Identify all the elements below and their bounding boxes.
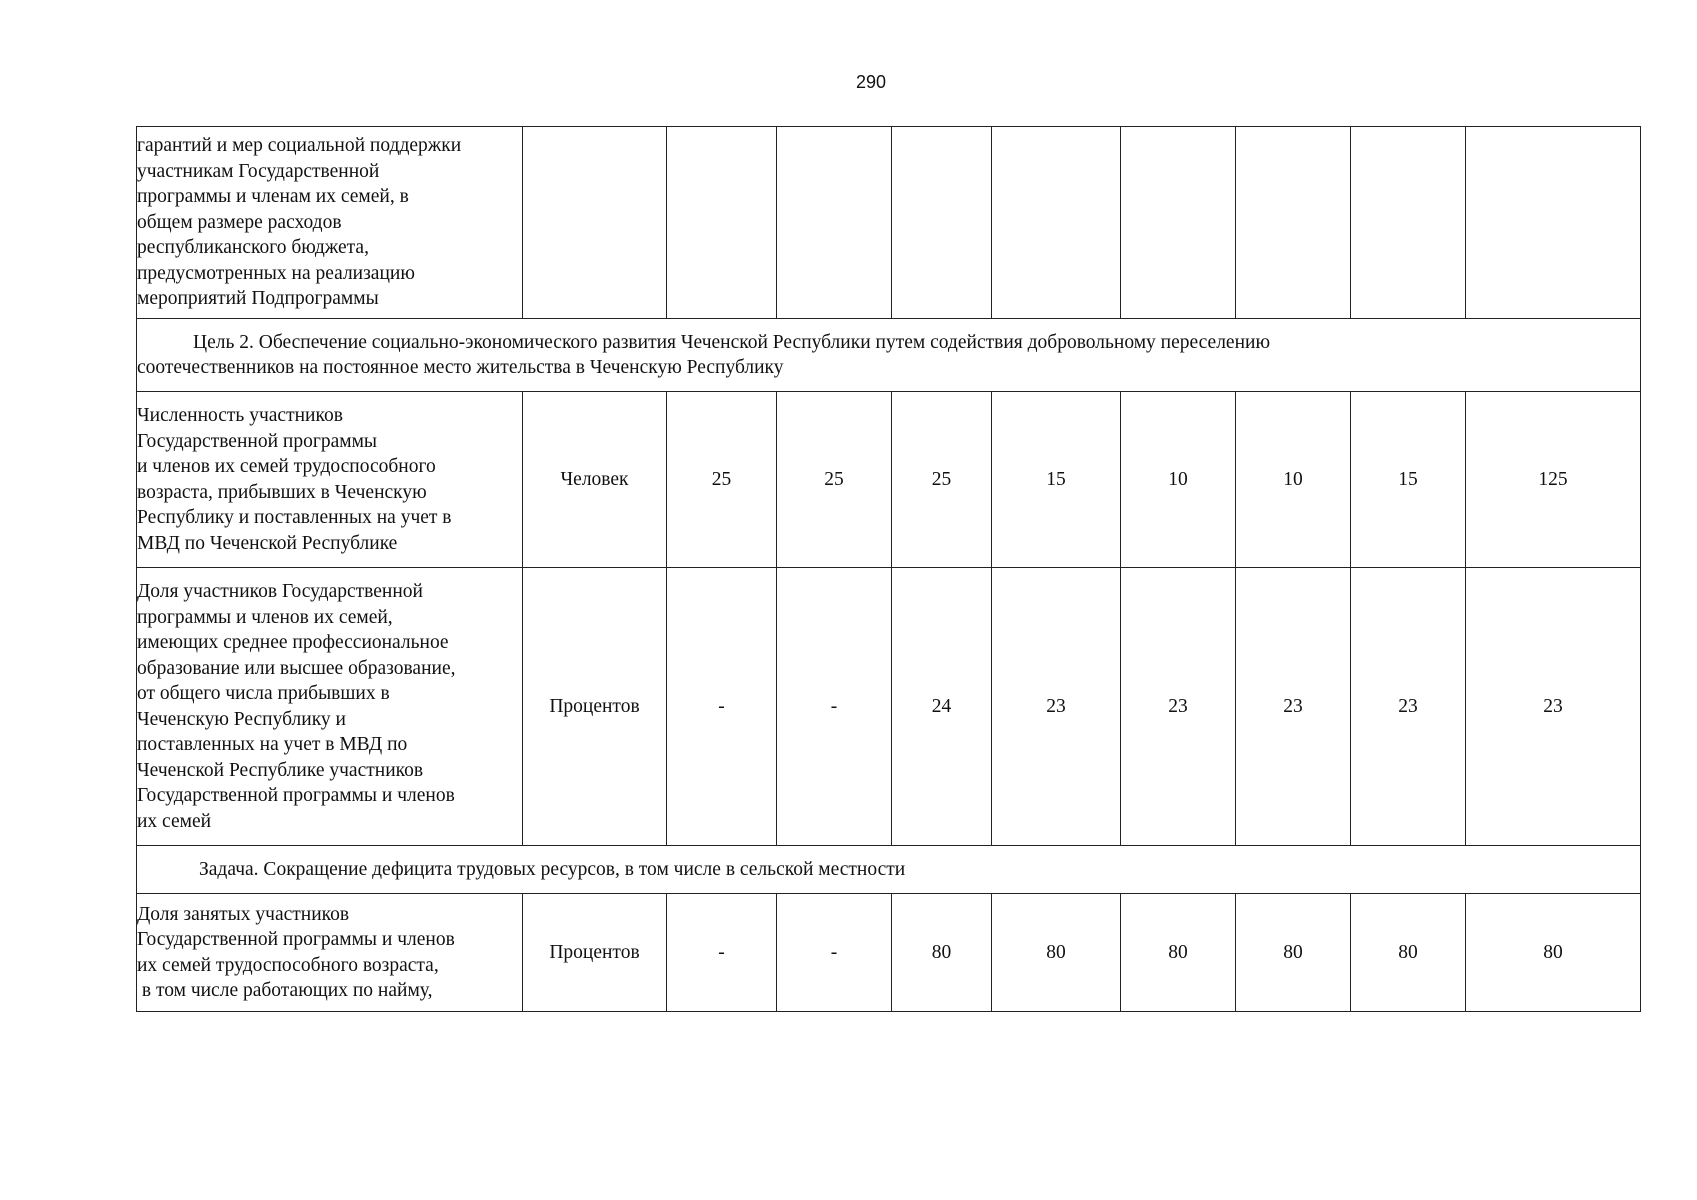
value-cell: 10: [1236, 392, 1351, 568]
table-row: [137, 127, 1641, 319]
unit-cell: Человек: [523, 392, 667, 568]
value-cell: 15: [992, 392, 1121, 568]
value-cell: -: [777, 894, 892, 1012]
page-number: 290: [855, 72, 887, 92]
unit-cell: Процентов: [523, 568, 667, 846]
value-cell: -: [777, 568, 892, 846]
unit-cell: [523, 127, 667, 319]
description-line: Доля участников Государственной: [137, 581, 423, 602]
description-line: гарантий и мер социальной поддержки: [137, 135, 462, 157]
value-cell: 23: [992, 568, 1121, 846]
section-line: Цель 2. Обеспечение социально-экономического развития Чеченской Республики путем содействия добровольному переселению: [193, 331, 1271, 353]
indicator-description: [137, 894, 523, 1012]
value-cell: 23: [1466, 568, 1641, 846]
table-row: [137, 894, 1641, 1012]
value-cell: [1236, 127, 1351, 319]
value-cell: 125: [1466, 392, 1641, 568]
unit-cell: Процентов: [523, 894, 667, 1012]
indicator-description: [137, 127, 523, 319]
description-line: в том числе работающих по найму,: [137, 980, 433, 1001]
value-cell: [892, 127, 992, 319]
description-line: Чеченскую Республику и: [137, 708, 346, 730]
description-line: имеющих среднее профессиональное: [137, 632, 449, 653]
description-line: Государственной программы и членов: [137, 785, 455, 806]
value-cell: 80: [1466, 894, 1641, 1012]
description-line: Доля занятых участников: [137, 903, 350, 925]
description-line: программы и членов их семей,: [137, 606, 393, 628]
description-line: Численность участников: [137, 405, 343, 426]
value-cell: 23: [1236, 568, 1351, 846]
section-heading-goal: [137, 319, 1641, 392]
value-cell: 23: [1351, 568, 1466, 846]
value-cell: [1121, 127, 1236, 319]
value-cell: -: [667, 894, 777, 1012]
value-cell: 80: [992, 894, 1121, 1012]
section-line: Задача. Сокращение дефицита трудовых ресурсов, в том числе в сельской местности: [199, 858, 906, 880]
description-line: образование или высшее образование,: [137, 657, 456, 679]
indicator-description: [137, 568, 523, 846]
value-cell: 80: [1121, 894, 1236, 1012]
value-cell: 24: [892, 568, 992, 846]
value-cell: [777, 127, 892, 319]
value-cell: 25: [667, 392, 777, 568]
indicator-description: [137, 392, 523, 568]
section-line: соотечественников на постоянное место жительства в Чеченскую Республику: [137, 357, 784, 378]
section-row: [137, 319, 1641, 392]
value-cell: [1466, 127, 1641, 319]
value-cell: [1351, 127, 1466, 319]
value-cell: 23: [1121, 568, 1236, 846]
description-line: от общего числа прибывших в: [137, 683, 390, 704]
indicators-table: [136, 126, 1641, 1012]
value-cell: 25: [892, 392, 992, 568]
description-line: республиканского бюджета,: [137, 237, 369, 259]
value-cell: [992, 127, 1121, 319]
value-cell: 25: [777, 392, 892, 568]
description-line: поставленных на учет в МВД по: [137, 734, 408, 755]
section-row: [137, 846, 1641, 894]
description-line: МВД по Чеченской Республике: [137, 532, 398, 554]
description-line: мероприятий Подпрограммы: [137, 288, 379, 310]
value-cell: [667, 127, 777, 319]
section-heading-task: [137, 846, 1641, 894]
value-cell: 80: [1351, 894, 1466, 1012]
value-cell: 80: [892, 894, 992, 1012]
description-line: участникам Государственной: [137, 160, 380, 182]
value-cell: 15: [1351, 392, 1466, 568]
table-row: [137, 392, 1641, 568]
description-line: общем размере расходов: [137, 211, 342, 233]
value-cell: 10: [1121, 392, 1236, 568]
table-row: [137, 568, 1641, 846]
description-line: предусмотренных на реализацию: [137, 262, 415, 284]
description-line: программы и членам их семей, в: [137, 186, 409, 208]
description-line: их семей: [137, 810, 212, 832]
description-line: Государственной программы: [137, 430, 378, 452]
description-line: их семей трудоспособного возраста,: [137, 954, 439, 976]
description-line: Чеченской Республике участников: [137, 759, 424, 781]
description-line: Республику и поставленных на учет в: [137, 507, 452, 528]
description-line: Государственной программы и членов: [137, 929, 455, 950]
description-line: и членов их семей трудоспособного: [137, 456, 436, 477]
value-cell: 80: [1236, 894, 1351, 1012]
value-cell: -: [667, 568, 777, 846]
description-line: возраста, прибывших в Чеченскую: [137, 481, 427, 503]
